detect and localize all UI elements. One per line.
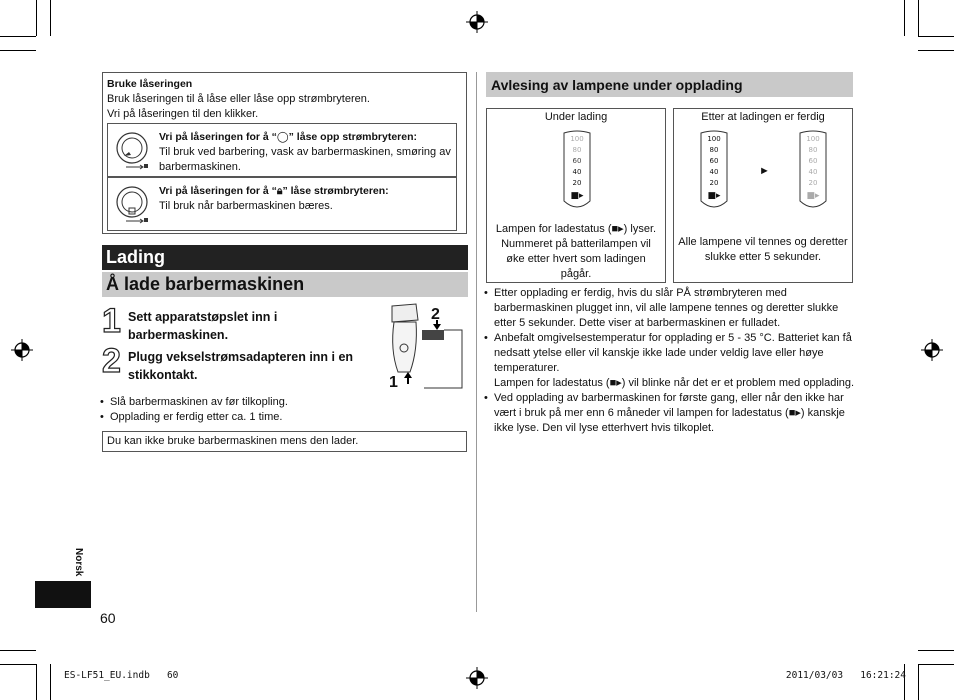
crop-mark <box>36 664 37 700</box>
lock-ring-dial-icon <box>112 130 152 170</box>
arrow-right-icon: ► <box>759 165 770 177</box>
gauge-level: 60 <box>572 157 582 165</box>
charge-plug-icon: ■▸ <box>570 191 584 201</box>
unlock-text: Til bruk ved barbering, vask av barbermaskinen, smøring av barbermaskinen. <box>159 146 451 173</box>
crop-mark <box>0 36 36 37</box>
battery-gauge <box>699 129 729 213</box>
lock-heading: Vri på låseringen for å “🔒︎” låse strømbryteren: <box>159 185 389 197</box>
gauge-level: 40 <box>572 168 582 176</box>
footer-timestamp: 2011/03/03 16:21:24 <box>785 670 906 681</box>
crop-mark <box>50 664 51 700</box>
unlock-symbol-icon: ◯ <box>276 131 289 143</box>
footer-file: ES-LF51_EU.indb 60 <box>64 670 179 681</box>
gauge-level: 80 <box>808 146 818 154</box>
lock-row <box>107 177 457 231</box>
list-item: • Anbefalt omgivelsestemperatur for opplading er 5 - 35 °C. Batteriet kan få nedsatt ytelse eller vil kanskje ikke lade under veldig lave eller høye temperaturer. Lampen for ladestatus (■▸) vil blinke når det er et problem med opplading. <box>484 331 856 391</box>
notes-list <box>100 395 460 425</box>
crop-mark <box>0 50 36 51</box>
right-notes-list <box>484 286 856 436</box>
list-item: • Etter opplading er ferdig, hvis du slår PÅ strømbryteren med barbermaskinen plugget inn, vil alle lampene tennes og deretter slukke etter 5 sekunder. Dette viser at barbermaskinen er fulladet. <box>484 286 856 331</box>
step-number: 2 <box>102 342 121 380</box>
crop-mark <box>918 664 919 700</box>
lamp-box-charging <box>486 108 666 283</box>
gauge-level: 20 <box>808 179 818 187</box>
lamp-box-title: Under lading <box>544 111 608 123</box>
gauge-level: 40 <box>709 168 719 176</box>
charge-plug-icon: ■▸ <box>806 191 820 201</box>
registration-mark-icon <box>921 339 943 361</box>
crop-mark <box>918 650 954 651</box>
unlock-row <box>107 123 457 177</box>
crop-mark <box>0 664 36 665</box>
registration-mark-icon <box>466 667 488 689</box>
crop-mark <box>918 664 954 665</box>
lamp-caption: Alle lampene vil tennes og deretter slukke etter 5 sekunder. <box>678 236 848 263</box>
gauge-level: 60 <box>808 157 818 165</box>
charge-status-icon: ■▸ <box>609 377 622 389</box>
crop-mark <box>904 0 905 36</box>
step-text: Sett apparatstøpslet inn i barbermaskinen. <box>128 310 278 342</box>
lamp-box-title: Etter at ladingen er ferdig <box>701 111 825 123</box>
registration-mark-icon <box>466 11 488 33</box>
crop-mark <box>36 0 37 36</box>
charge-plug-icon: ■▸ <box>707 191 721 201</box>
lamp-box-charged <box>673 108 853 283</box>
gauge-level: 20 <box>709 179 719 187</box>
unlock-heading: Vri på låseringen for å “◯” låse opp strømbryteren: <box>159 131 418 143</box>
charge-status-icon: ■▸ <box>611 223 624 235</box>
crop-mark <box>918 36 954 37</box>
list-item: • Opplading er ferdig etter ca. 1 time. <box>100 410 460 425</box>
right-section-title: Avlesing av lampene under opplading <box>486 72 853 97</box>
illustration-label: 1 <box>389 374 398 391</box>
column-divider <box>476 72 477 612</box>
warning-box: Du kan ikke bruke barbermaskinen mens den lader. <box>102 431 467 452</box>
gauge-level: 40 <box>808 168 818 176</box>
gauge-level: 100 <box>570 135 584 143</box>
lamp-caption: Lampen for ladestatus (■▸) lyser. Nummeret på batterilampen vil øke etter hvert som ladingen pågår. <box>495 223 657 280</box>
crop-mark <box>918 50 954 51</box>
gauge-level: 80 <box>709 146 719 154</box>
padlock-icon: 🔒︎ <box>276 185 283 197</box>
battery-gauge <box>798 129 828 213</box>
lock-line1: Bruk låseringen til å låse eller låse opp strømbryteren. <box>107 93 370 105</box>
lock-ring-dial-icon <box>112 184 152 224</box>
language-label: Norsk <box>73 548 84 577</box>
battery-gauge <box>562 129 592 213</box>
language-tab <box>35 581 91 608</box>
lock-line2: Vri på låseringen til den klikker. <box>107 108 259 120</box>
gauge-level: 20 <box>572 179 582 187</box>
page-number: 60 <box>100 610 116 626</box>
illustration-label: 2 <box>431 306 440 323</box>
charge-status-icon: ■▸ <box>788 407 801 419</box>
gauge-level: 60 <box>709 157 719 165</box>
crop-mark <box>0 650 36 651</box>
lock-text: Til bruk når barbermaskinen bæres. <box>159 200 333 212</box>
lock-title: Bruke låseringen <box>107 78 193 90</box>
gauge-level: 100 <box>806 135 820 143</box>
step-text: Plugg vekselstrømsadapteren inn i en stikkontakt. <box>128 350 354 382</box>
section-title: Lading <box>102 245 468 270</box>
lock-ring-box <box>102 72 467 234</box>
registration-mark-icon <box>11 339 33 361</box>
list-item: • Slå barbermaskinen av før tilkopling. <box>100 395 460 410</box>
step-number: 1 <box>102 302 121 340</box>
gauge-level: 80 <box>572 146 582 154</box>
crop-mark <box>50 0 51 36</box>
list-item: • Ved opplading av barbermaskinen for første gang, eller når den ikke har vært i bruk på mer enn 6 måneder vil lampen for ladestatus (■▸) kanskje ikke lyse. Den vil lyse etterhvert hvis tilkoplet. <box>484 391 856 436</box>
gauge-level: 100 <box>707 135 721 143</box>
section-subtitle: Å lade barbermaskinen <box>102 272 468 297</box>
crop-mark <box>918 0 919 36</box>
